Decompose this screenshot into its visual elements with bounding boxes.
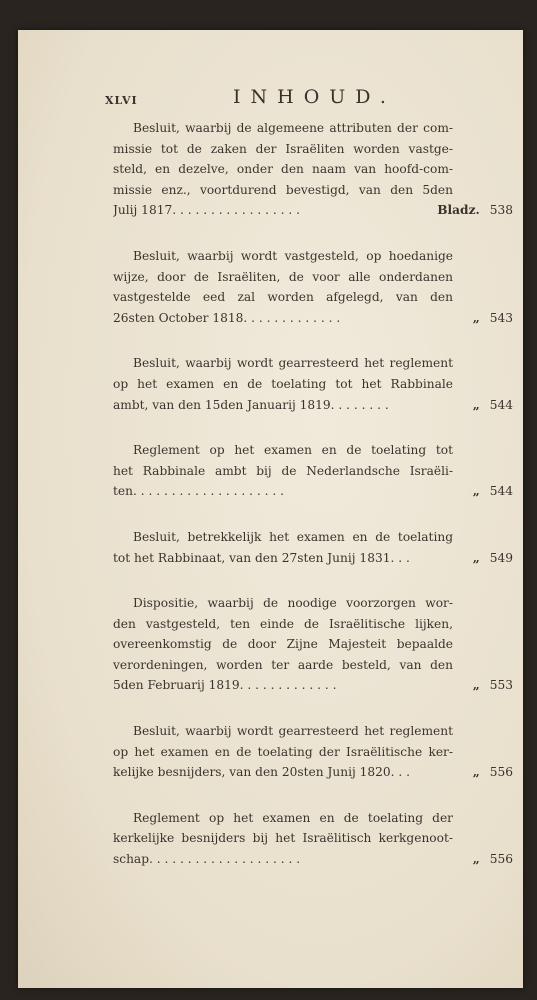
toc-entry-line: schap. . . . . . . . . . . . . . . . . . . .: [113, 852, 301, 867]
page-ref-prefix: „: [472, 550, 480, 565]
page-ref-prefix: „: [472, 678, 480, 693]
toc-entry-line: missie tot de zaken der Israëliten worden vastge-: [113, 141, 453, 156]
toc-entry-line: op het examen en de toelating der Israëlitische ker-: [113, 744, 453, 759]
page-ref-number: 549: [489, 550, 513, 565]
toc-entry-line: 5den Februarij 1819. . . . . . . . . . . . .: [113, 678, 337, 693]
toc-entry: [113, 440, 513, 502]
toc-entry-line: vastgestelde eed zal worden afgelegd, van den: [113, 290, 453, 305]
toc-entry-line: Besluit, betrekkelijk het examen en de toelating: [133, 529, 453, 544]
toc-entry-line: Besluit, waarbij wordt gearresteerd het reglement: [133, 724, 453, 739]
toc-entry-line: kelijke besnijders, van den 20sten Junij 1820. . .: [113, 765, 411, 780]
page-ref-prefix: „: [472, 484, 480, 499]
page-ref-prefix: Bladz.: [437, 203, 480, 218]
toc-entry: [113, 527, 513, 568]
page-ref-prefix: „: [472, 397, 480, 412]
page-ref-number: 543: [489, 310, 513, 325]
toc-entry-line: Besluit, waarbij wordt gearresteerd het reglement: [133, 356, 453, 371]
page-ref-prefix: „: [472, 852, 480, 867]
toc-entry-line: missie enz., voortdurend bevestigd, van den 5den: [113, 182, 453, 197]
toc-page-reference: [473, 762, 513, 783]
page-ref-prefix: „: [472, 310, 480, 325]
toc-entry-line: Besluit, waarbij de algemeene attributen der com-: [133, 121, 453, 135]
toc-entry-line: den vastgesteld, ten einde de Israëlitische lijken,: [113, 616, 453, 631]
toc-page-reference: [473, 308, 513, 329]
running-title: INHOUD.: [233, 86, 396, 108]
toc-entry-line: kerkelijke besnijders bij het Israëlitisch kerkgenoot-: [113, 831, 453, 846]
toc-entry-line: op het examen en de toelating tot het Rabbinale: [113, 376, 453, 391]
toc-page-reference: [473, 481, 513, 502]
toc-entry-line: wijze, door de Israëliten, de voor alle onderdanen: [113, 269, 453, 284]
toc-entry: [113, 593, 513, 696]
page-ref-number: 544: [489, 484, 513, 499]
toc-entry-line: Dispositie, waarbij de noodige voorzorgen wor-: [133, 596, 453, 611]
toc-entry-line: ten. . . . . . . . . . . . . . . . . . . .: [113, 484, 285, 499]
toc-entry-line: overeenkomstig de door Zijne Majesteit bepaalde: [113, 637, 453, 652]
table-of-contents: [113, 118, 513, 895]
toc-entry: [113, 353, 513, 415]
toc-entry-line: tot het Rabbinaat, van den 27sten Junij 1831. . .: [113, 550, 410, 565]
toc-page-reference: [473, 675, 513, 696]
toc-entry-line: het Rabbinale ambt bij de Nederlandsche Israëli-: [113, 463, 453, 478]
toc-entry: [113, 118, 513, 221]
toc-page-reference: [473, 849, 513, 870]
toc-page-reference: [437, 200, 513, 221]
toc-entry-line: steld, en dezelve, onder den naam van hoofd-com-: [113, 162, 453, 177]
toc-entry-line: 26sten October 1818. . . . . . . . . . . . .: [113, 310, 341, 325]
page-ref-number: 556: [489, 765, 513, 780]
toc-entry: [113, 246, 513, 328]
page-ref-prefix: „: [472, 765, 480, 780]
toc-page-reference: [473, 395, 513, 416]
book-page: [18, 30, 523, 988]
toc-entry-line: ambt, van den 15den Januarij 1819. . . . . . . .: [113, 397, 389, 412]
page-number: XLVI: [105, 94, 138, 107]
toc-entry-line: Reglement op het examen en de toelating der: [133, 810, 453, 825]
toc-entry-line: Julij 1817. . . . . . . . . . . . . . . . .: [113, 203, 301, 218]
toc-entry-line: verordeningen, worden ter aarde besteld, van den: [113, 657, 453, 672]
toc-page-reference: [473, 548, 513, 569]
page-header: [105, 86, 465, 114]
page-ref-number: 538: [489, 203, 513, 218]
toc-entry-line: Besluit, waarbij wordt vastgesteld, op hoedanige: [133, 248, 453, 263]
page-ref-number: 553: [489, 678, 513, 693]
page-ref-number: 556: [489, 852, 513, 867]
page-ref-number: 544: [489, 397, 513, 412]
toc-entry: [113, 808, 513, 870]
toc-entry: [113, 721, 513, 783]
toc-entry-line: Reglement op het examen en de toelating tot: [133, 443, 453, 458]
